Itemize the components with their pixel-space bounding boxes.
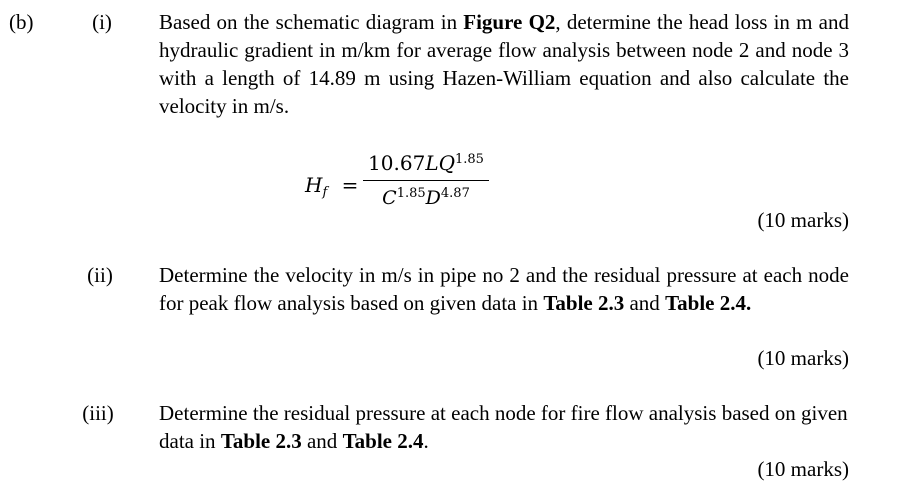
marks-i: (10 marks): [757, 208, 849, 232]
equation-lhs-symbol: H: [305, 173, 323, 197]
denominator-d-exponent: 4.87: [440, 186, 470, 201]
question-text-i-part-a: Based on the schematic diagram in: [159, 10, 464, 34]
marks-iii: (10 marks): [757, 457, 849, 481]
denominator-c: C: [382, 187, 397, 209]
question-label-i: (i): [92, 10, 112, 34]
question-text-i-part-b: , determine the head loss in m and hydraulic gradient in m/km for average flow analysis between node 2 and node 3 with a length of 14.89 m using Hazen-William equation and also calculate the velocity in m/s.: [159, 10, 849, 118]
table-reference-2-3: Table 2.3: [220, 429, 302, 453]
question-text-iii-part-b: and: [301, 429, 343, 453]
table-reference-2-4: Table 2.4: [342, 429, 424, 453]
equation-fraction: [363, 147, 489, 209]
equation-lhs-subscript: f: [322, 185, 328, 200]
question-text-ii: [159, 261, 849, 317]
marks-ii: (10 marks): [757, 346, 849, 370]
question-text-ii-part-a: Determine the velocity in m/s in pipe no 2 and the residual pressure at each node for peak flow analysis based on given data in: [159, 263, 849, 315]
equation-numerator: [363, 147, 489, 181]
part-label: (b): [9, 10, 34, 34]
question-text-iii-part-a: Determine the residual pressure at each node for fire flow analysis based on given data in: [159, 401, 848, 453]
question-text-ii-part-b: and: [624, 291, 666, 315]
table-reference-2-4: Table 2.4.: [665, 291, 752, 315]
question-text-iii: [159, 399, 849, 455]
numerator-variables: LQ: [425, 151, 455, 175]
equation-denominator: [363, 181, 489, 209]
figure-reference: Figure Q2: [463, 10, 556, 34]
equation-equals: =: [341, 173, 359, 197]
table-reference-2-3: Table 2.3: [543, 291, 625, 315]
equation-lhs: [305, 171, 358, 207]
question-label-ii: (ii): [87, 263, 113, 287]
hazen-williams-equation: [305, 147, 545, 217]
numerator-exponent: 1.85: [455, 152, 484, 167]
question-text-iii-part-c: .: [423, 429, 429, 453]
denominator-d: D: [425, 187, 441, 209]
numerator-coefficient: 10.67: [368, 151, 426, 175]
question-label-iii: (iii): [82, 401, 114, 425]
question-text-i: [159, 8, 849, 120]
denominator-c-exponent: 1.85: [396, 186, 426, 201]
